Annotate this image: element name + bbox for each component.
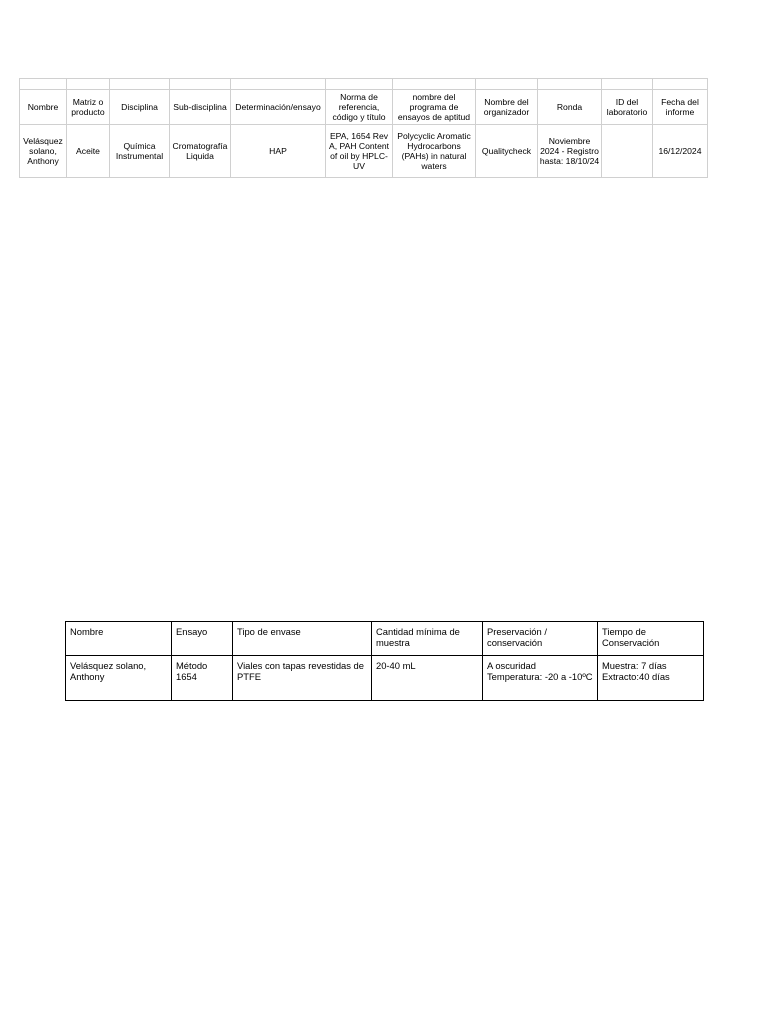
- header-programa: nombre del programa de ensayos de aptitud: [393, 90, 476, 125]
- empty-row: [20, 79, 708, 90]
- table-header-row: [20, 90, 708, 125]
- cell-cantidad: 20-40 mL: [372, 656, 483, 701]
- cell-organizador: Qualitycheck: [476, 125, 538, 178]
- preservacion-line-2: Temperatura: -20 a -10ºC: [487, 671, 593, 682]
- header-disciplina: Disciplina: [110, 90, 170, 125]
- cell-disciplina: Química Instrumental: [110, 125, 170, 178]
- header-matriz: Matriz o producto: [67, 90, 110, 125]
- cell-id-laboratorio: [602, 125, 653, 178]
- cell-nombre: Velásquez solano, Anthony: [20, 125, 67, 178]
- cell-tipo-envase: Viales con tapas revestidas de PTFE: [233, 656, 372, 701]
- cell-fecha-informe: 16/12/2024: [653, 125, 708, 178]
- header-cantidad-minima: Cantidad mínima de muestra: [372, 622, 483, 656]
- tiempo-line-2: Extracto:40 días: [602, 671, 670, 682]
- header-sub-disciplina: Sub-disciplina: [170, 90, 231, 125]
- header-determinacion: Determinación/ensayo: [231, 90, 326, 125]
- cell-norma: EPA, 1654 Rev A, PAH Content of oil by HPLC-UV: [326, 125, 393, 178]
- table-row: [20, 125, 708, 178]
- cell-ronda: Noviembre 2024 - Registro hasta: 18/10/24: [538, 125, 602, 178]
- cell-tiempo: [598, 656, 704, 701]
- sample-preservation-table: [65, 621, 704, 701]
- header-fecha-informe: Fecha del informe: [653, 90, 708, 125]
- header-nombre: Nombre: [20, 90, 67, 125]
- cell-determinacion: HAP: [231, 125, 326, 178]
- cell-nombre: Velásquez solano, Anthony: [66, 656, 172, 701]
- tiempo-line-1: Muestra: 7 días: [602, 660, 667, 671]
- header-id-laboratorio: ID del laboratorio: [602, 90, 653, 125]
- cell-programa: Polycyclic Aromatic Hydrocarbons (PAHs) in natural waters: [393, 125, 476, 178]
- header-ronda: Ronda: [538, 90, 602, 125]
- header-nombre: Nombre: [66, 622, 172, 656]
- cell-preservacion: [483, 656, 598, 701]
- header-organizador: Nombre del organizador: [476, 90, 538, 125]
- header-ensayo: Ensayo: [172, 622, 233, 656]
- proficiency-testing-table: [19, 78, 708, 178]
- header-tiempo-conservacion: Tiempo de Conservación: [598, 622, 704, 656]
- cell-matriz: Aceite: [67, 125, 110, 178]
- preservacion-line-1: A oscuridad: [487, 660, 536, 671]
- table-header-row: [66, 622, 704, 656]
- header-norma: Norma de referencia, código y título: [326, 90, 393, 125]
- header-tipo-envase: Tipo de envase: [233, 622, 372, 656]
- header-preservacion: Preservación / conservación: [483, 622, 598, 656]
- table-row: [66, 656, 704, 701]
- cell-sub-disciplina: Cromatografía Liquida: [170, 125, 231, 178]
- cell-ensayo: Método 1654: [172, 656, 233, 701]
